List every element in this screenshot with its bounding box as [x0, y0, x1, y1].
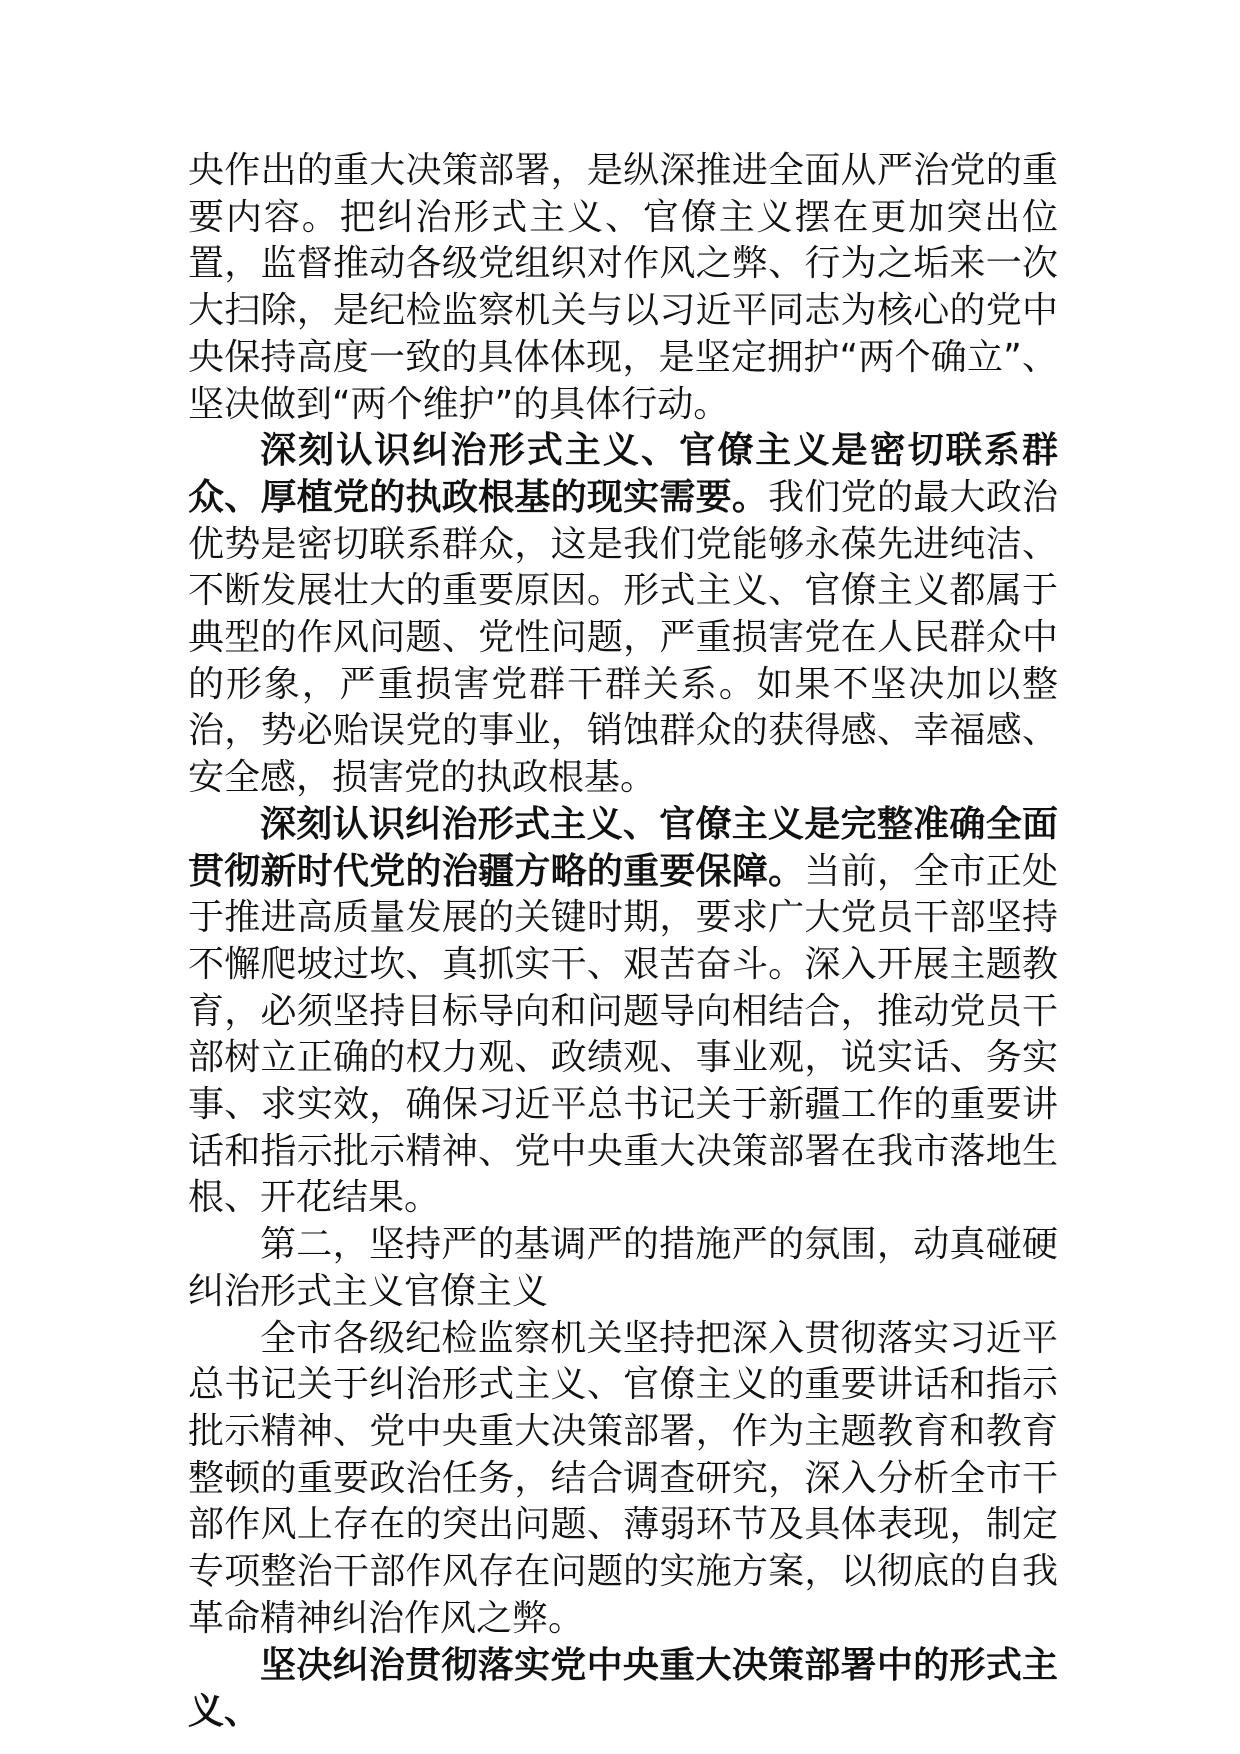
paragraph-lead: 坚决纠治贯彻落实党中央重大决策部署中的形式主义、	[188, 1644, 1058, 1733]
paragraph-text: 央作出的重大决策部署，是纵深推进全面从严治党的重要内容。把纠治形式主义、官僚主义摆在更加突出位置，监督推动各级党组织对作风之弊、行为之垢来一次大扫除，是纪检监察机关与以习近平同志为核心的党中央保持高度一致的具体体现，是坚定拥护“两个确立”、坚决做到“两个维护”的具体行动。	[188, 150, 1058, 425]
paragraph	[188, 802, 1058, 1222]
paragraph	[188, 1316, 1058, 1643]
paragraph	[188, 1643, 1058, 1736]
paragraph-lead: 深刻认识纠治形式主义、官僚主义是密切联系群众、厚植党的执政根基的现实需要。	[188, 430, 1058, 518]
paragraph-text: 我们党的最大政治优势是密切联系群众，这是我们党能够永葆先进纯洁、不断发展壮大的重要原因。形式主义、官僚主义都属于典型的作风问题、党性问题，严重损害党在人民群众中的形象，严重损害党群干群关系。如果不坚决加以整治，势必贻误党的事业，销蚀群众的获得感、幸福感、安全感，损害党的执政根基。	[188, 476, 1058, 799]
paragraph	[188, 428, 1058, 802]
paragraph-text: 当前，全市正处于推进高质量发展的关键时期，要求广大党员干部坚持不懈爬坡过坎、真抓实干、艰苦奋斗。深入开展主题教育，必须坚持目标导向和问题导向相结合，推动党员干部树立正确的权力观、政绩观、事业观，说实话、务实事、求实效，确保习近平总书记关于新疆工作的重要讲话和指示批示精神、党中央重大决策部署在我市落地生根、开花结果。	[188, 850, 1058, 1219]
paragraph-lead: 深刻认识纠治形式主义、官僚主义是完整准确全面贯彻新时代党的治疆方略的重要保障。	[188, 803, 1058, 892]
paragraph-text: 全市各级纪检监察机关坚持把深入贯彻落实习近平总书记关于纠治形式主义、官僚主义的重要讲话和指示批示精神、党中央重大决策部署，作为主题教育和教育整顿的重要政治任务，结合调查研究，深入分析全市干部作风上存在的突出问题、薄弱环节及具体表现，制定专项整治干部作风存在问题的实施方案，以彻底的自我革命精神纠治作风之弊。	[188, 1317, 1058, 1639]
section-heading	[188, 1222, 1058, 1315]
paragraph-text: 第二，坚持严的基调严的措施严的氛围，动真碰硬纠治形式主义官僚主义	[188, 1224, 1058, 1312]
document-body	[188, 148, 1058, 1736]
paragraph	[188, 148, 1058, 428]
